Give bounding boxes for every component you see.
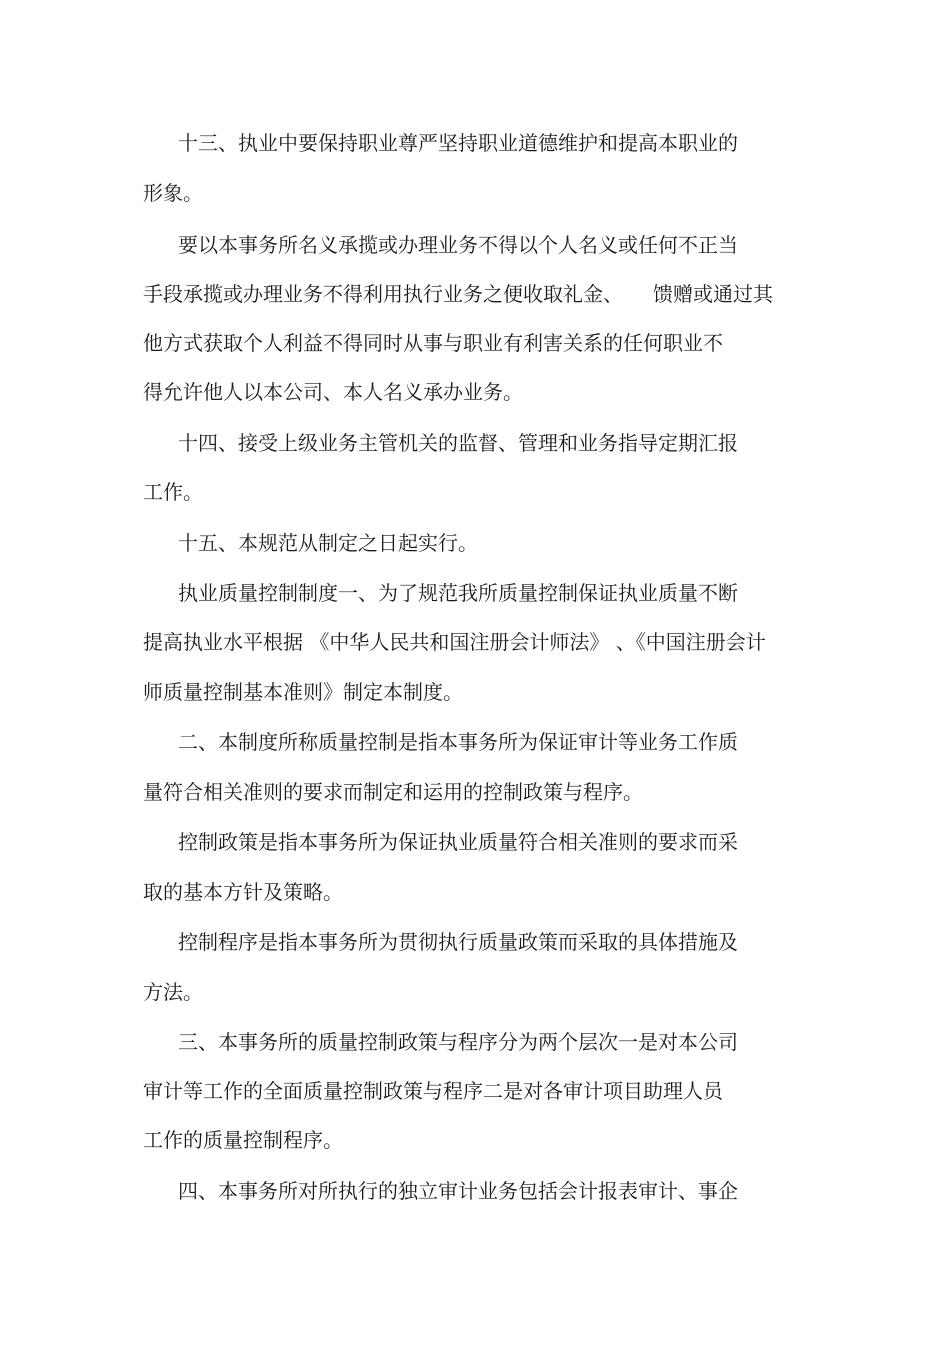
text-line: 量符合相关准则的要求而制定和运用的控制政策与程序。: [143, 780, 643, 804]
text-line: 四、本事务所对所执行的独立审计业务包括会计报表审计、事企: [178, 1179, 738, 1203]
text-line: 执业质量控制制度一、为了规范我所质量控制保证执业质量不断: [178, 581, 738, 605]
text-line: 十四、接受上级业务主管机关的监督、管理和业务指导定期汇报: [178, 431, 738, 455]
text-line: 三、本事务所的质量控制政策与程序分为两个层次一是对本公司: [178, 1030, 738, 1054]
text-line: 十五、本规范从制定之日起实行。: [178, 531, 478, 555]
text-line: 控制程序是指本事务所为贯彻执行质量政策而采取的具体措施及: [178, 930, 738, 954]
text-line: 控制政策是指本事务所为保证执业质量符合相关准则的要求而采: [178, 830, 738, 854]
text-line: 得允许他人以本公司、本人名义承办业务。: [143, 380, 523, 404]
text-line: 取的基本方针及策略。: [143, 880, 343, 904]
text-line: 方法。: [143, 980, 203, 1004]
text-line: 工作。: [143, 480, 203, 504]
text-line: 要以本事务所名义承揽或办理业务不得以个人名义或任何不正当: [178, 233, 738, 257]
text-line: 形象。: [143, 181, 203, 205]
text-line: 师质量控制基本准则》制定本制度。: [143, 680, 463, 704]
text-line: 提高执业水平根据 《中华人民共和国注册会计师法》 、《中国注册会计: [143, 630, 766, 654]
text-line: 十三、执业中要保持职业尊严坚持职业道德维护和提高本职业的: [178, 131, 738, 155]
text-line: 二、本制度所称质量控制是指本事务所为保证审计等业务工作质: [178, 730, 738, 754]
text-line: 工作的质量控制程序。: [143, 1128, 343, 1152]
text-line: 他方式获取个人利益不得同时从事与职业有利害关系的任何职业不: [143, 331, 723, 355]
text-line: 手段承揽或办理业务不得利用执行业务之便收取礼金、 馈赠或通过其: [143, 282, 773, 306]
text-line: 审计等工作的全面质量控制政策与程序二是对各审计项目助理人员: [143, 1079, 723, 1103]
